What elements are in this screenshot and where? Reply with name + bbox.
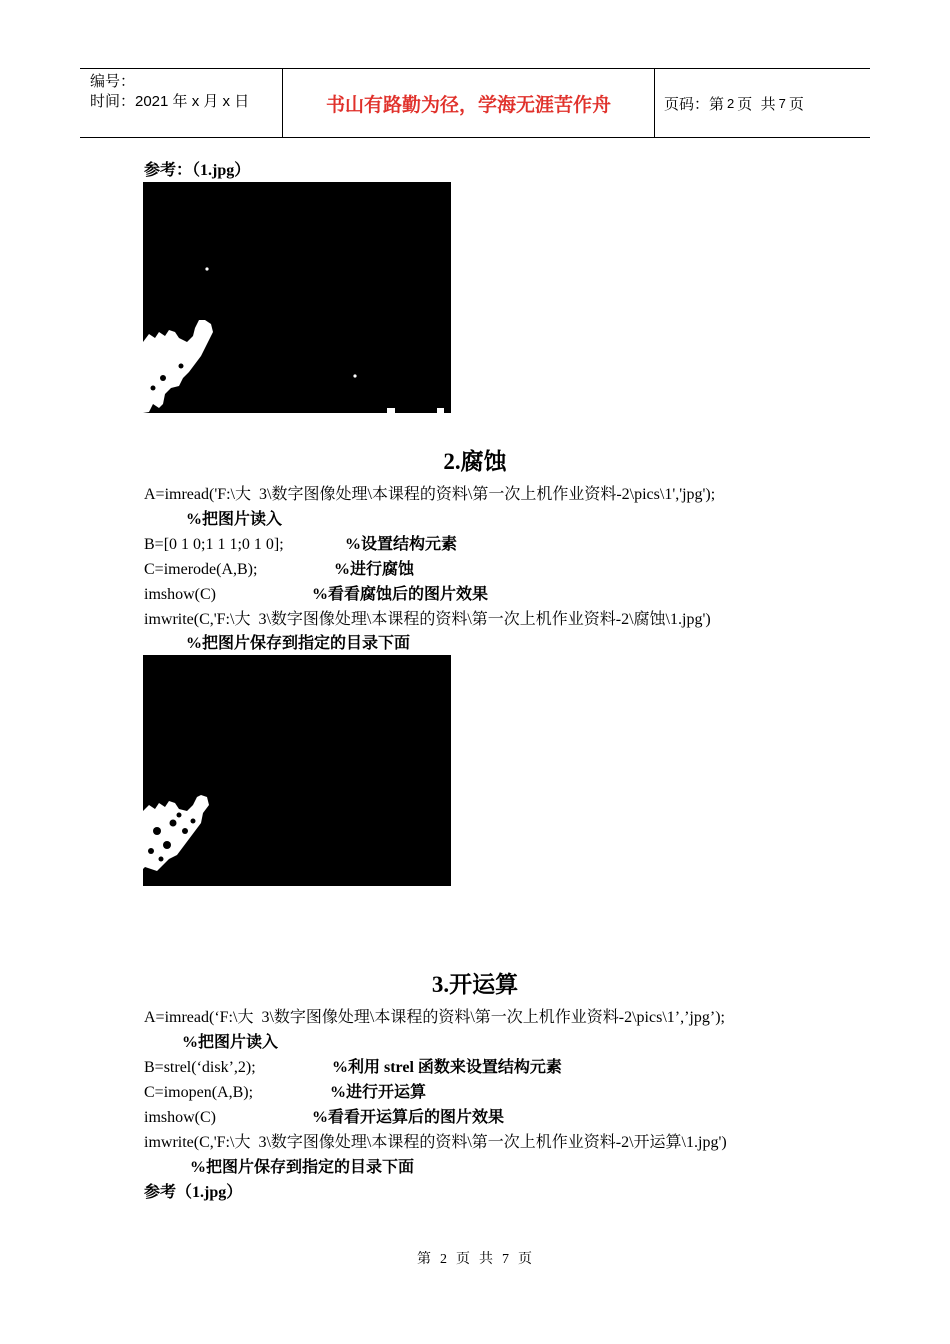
binary-image-original — [143, 182, 451, 413]
reference-label-1: 参考：（1.jpg） — [144, 162, 251, 179]
heading-opening: 3.开运算 — [431, 972, 519, 997]
page-info-mid: 页 共 — [737, 95, 776, 113]
page-info-prefix: 页码：第 — [664, 95, 725, 113]
code-line: imwrite(C,'F:\大 3\数字图像处理\本课程的资料\第一次上机作业资料-2\腐蚀\1.jpg') — [144, 611, 711, 628]
footer-gong: 共 — [479, 1252, 494, 1267]
header-motto: 书山有路勤为径，学海无涯苦作舟 — [282, 69, 655, 137]
code-comment: %设置结构元素 — [345, 536, 458, 553]
page-header — [80, 68, 870, 138]
page-total: 7 — [778, 95, 786, 111]
time-label: 时间：2021 年 x 月 x 日 — [90, 93, 250, 110]
page-info-suffix: 页 — [788, 95, 804, 113]
header-meta — [80, 69, 282, 137]
binary-image-eroded — [143, 655, 451, 886]
page-current: 2 — [727, 95, 735, 111]
footer-ye-end: 页 — [518, 1252, 533, 1267]
footer-di: 第 — [417, 1252, 432, 1267]
code-line: C=imerode(A,B); — [144, 561, 258, 578]
code-line: imshow(C) — [144, 586, 216, 603]
footer-ye: 页 — [456, 1252, 471, 1267]
number-label: 编号： — [90, 73, 136, 90]
code-comment: %把图片读入 — [182, 1034, 279, 1051]
header-page-info — [655, 69, 870, 137]
code-line: imwrite(C,'F:\大 3\数字图像处理\本课程的资料\第一次上机作业资料-2\开运算\1.jpg') — [144, 1134, 727, 1151]
code-line: A=imread(‘F:\大 3\数字图像处理\本课程的资料\第一次上机作业资料-2\pics\1’,’jpg’); — [144, 1009, 725, 1026]
code-line: A=imread('F:\大 3\数字图像处理\本课程的资料\第一次上机作业资料-2\pics\1','jpg'); — [144, 486, 716, 503]
reference-label-2: 参考（1.jpg） — [144, 1184, 243, 1201]
footer-total: 7 — [502, 1252, 510, 1267]
page-footer — [0, 1248, 950, 1268]
code-comment: %进行开运算 — [330, 1084, 427, 1101]
code-line: imshow(C) — [144, 1109, 216, 1126]
code-comment: %把图片保存到指定的目录下面 — [186, 635, 411, 652]
code-line: B=[0 1 0;1 1 1;0 1 0]; — [144, 536, 284, 553]
footer-current: 2 — [440, 1252, 448, 1267]
code-comment: %利用 strel 函数来设置结构元素 — [332, 1059, 562, 1076]
code-comment: %把图片读入 — [186, 511, 283, 528]
code-comment: %看看腐蚀后的图片效果 — [312, 586, 489, 603]
code-line: B=strel(‘disk’,2); — [144, 1059, 256, 1076]
code-line: C=imopen(A,B); — [144, 1084, 254, 1101]
heading-erosion: 2.腐蚀 — [443, 449, 507, 474]
code-comment: %看看开运算后的图片效果 — [312, 1109, 505, 1126]
code-comment: %把图片保存到指定的目录下面 — [190, 1159, 415, 1176]
code-comment: %进行腐蚀 — [334, 561, 415, 578]
